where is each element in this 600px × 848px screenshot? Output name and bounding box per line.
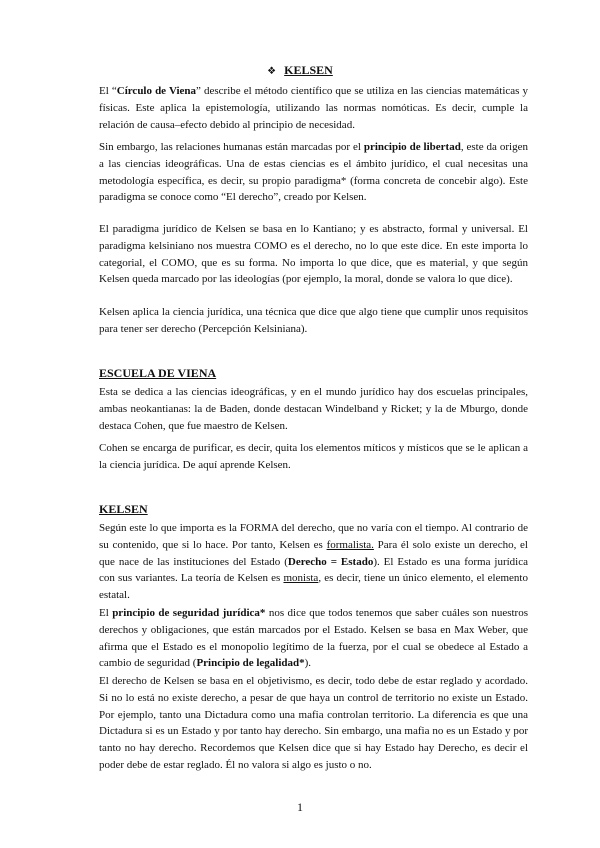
escuela-paragraph-1: Esta se dedica a las ciencias ideográficas, y en el mundo jurídico hay dos escuelas principales, ambas neokantianas: la de Baden, donde destacan Windelband y Ricket; y la de Mburgo, donde destaca Cohen, que fue maestro de Kelsen. xyxy=(99,386,528,432)
page-title-text: KELSEN xyxy=(284,63,333,77)
intro-paragraph-4: Kelsen aplica la ciencia jurídica, una técnica que dice que algo tiene que cumplir unos requisitos para tener ser derecho (Percepción Kelsiniana). xyxy=(99,306,528,335)
intro-paragraph-3: El paradigma jurídico de Kelsen se basa en lo Kantiano; y es abstracto, formal y universal. El paradigma kelsiniano nos muestra COMO es el derecho, no lo que este dice. En este importa lo categorial, el COMO, que es su forma. No importa lo que dice, que es material, y que según Kelsen queda marcado por las ideologías (por ejemplo, la moral, donde se valora lo que dice). xyxy=(99,223,528,286)
page-title xyxy=(0,63,600,78)
kelsen-paragraph-1: Según este lo que importa es la FORMA del derecho, que no varía con el tiempo. Al contrario de su contenido, que si lo hace. Por tanto, Kelsen es formalista. Para él solo existe un derecho, el que nace de las instituciones del Estado (Derecho = Estado). El Estado es una forma jurídica con sus variantes. La teoría de Kelsen es monista, es decir, tiene un único elemento, el elemento estatal. xyxy=(99,522,529,602)
kelsen-paragraph-2: El principio de seguridad jurídica* nos dice que todos tenemos que saber cuáles son nuestros derechos y obligaciones, que están marcados por el Estado. Kelsen se basa en Max Weber, que afirma que el Estado es el monopolio legítimo de la fuerza, por el cual se obedece al Estado a cambio de seguridad (Principio de legalidad*). xyxy=(99,607,528,670)
page-number: 1 xyxy=(297,800,303,814)
escuela-paragraph-2: Cohen se encarga de purificar, es decir, quita los elementos míticos y místicos que se le aplican a la ciencia jurídica. De aquí aprende Kelsen. xyxy=(99,442,528,471)
intro-paragraph-1: El “Círculo de Viena” describe el método científico que se utiliza en las ciencias matemáticas y físicas. Este aplica la epistemología, utilizando las normas nomóticas. Es decir, cumple la relación de causa–efecto debido al principio de necesidad. xyxy=(99,85,529,131)
section-heading-kelsen: KELSEN xyxy=(99,502,148,516)
kelsen-paragraph-3: El derecho de Kelsen se basa en el objetivismo, es decir, todo debe de estar reglado y acordado. Si no lo está no existe derecho, a pesar de que haya un control de territorio no existe un Estado. Por ejemplo, tanto una Dictadura como una mafia controlan territorio. La diferencia es que una Dictadura si es un Estado y por tanto hay derecho. Sin embargo, una mafia no es un Estado y por tanto no hay derecho. Recordemos que Kelsen dice que si hay Estado hay Derecho, es decir el poder debe de estar reglado. Él no valora si algo es justo o no. xyxy=(99,675,528,771)
intro-paragraph-2: Sin embargo, las relaciones humanas están marcadas por el principio de libertad, este da origen a las ciencias ideográficas. Una de estas ciencias es el ámbito jurídico, el cual necesitas una metodología específica, es decir, su propio paradigma* (forma concreta de concebir algo). Este paradigma se conoce como “El derecho”, creado por Kelsen. xyxy=(99,141,528,204)
diamond-bullet-icon: ❖ xyxy=(267,66,277,77)
section-heading-escuela: ESCUELA DE VIENA xyxy=(99,366,217,380)
